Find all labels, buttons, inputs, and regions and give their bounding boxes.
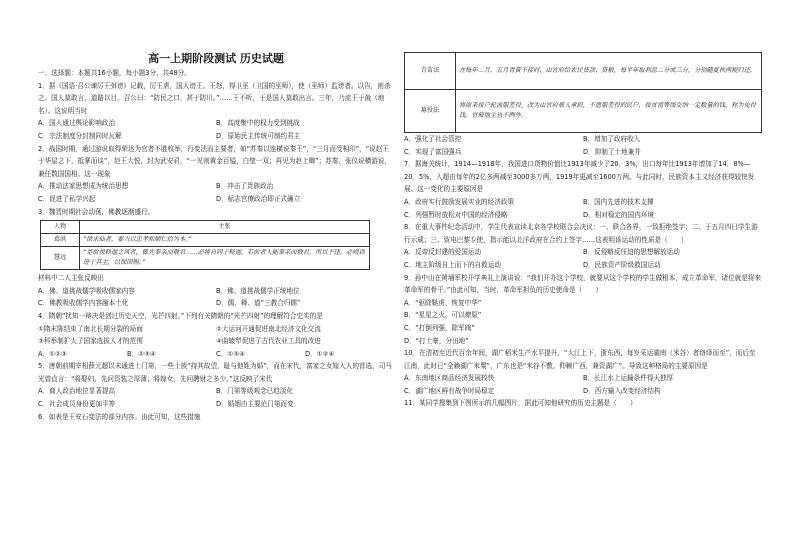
option-a: A．佛、道挑战儒学吸收儒家内容 [38, 286, 135, 295]
question-4-items [38, 323, 394, 348]
question-6-table [404, 52, 762, 133]
option-d: D．民族资产阶级救国运动 [583, 260, 661, 269]
option-c: C．地主阶级自上而下的自救运动 [404, 260, 501, 269]
question-3-caption: 材料中二人主张反映出 [38, 274, 104, 283]
question-5-options [38, 385, 394, 410]
option-c: C．列强暂时放松对中国的经济侵略 [404, 210, 508, 219]
table-cell-policy: 青苗法 [405, 53, 456, 90]
option-b: B．高度集中的权力受到挑战 [216, 119, 300, 128]
option-a: A．“驱除鞑虏，恢复中华” [404, 298, 482, 307]
option-d: D．标志官僚政治即正式确立 [216, 194, 301, 203]
question-7-options [404, 196, 762, 221]
table-row [405, 53, 762, 90]
question-3-table [40, 220, 370, 270]
option-d: D．儒、释、道“三教合归儒” [216, 299, 301, 308]
question-4-options [38, 348, 394, 361]
table-header-person: 人物 [41, 221, 80, 234]
statement-item: ③科举制扩大了国家选拔人才的范围 [38, 337, 143, 346]
option-c: C．①③④ [216, 349, 245, 358]
option-c: C．促进了私学兴起 [38, 194, 96, 203]
left-column [38, 0, 394, 423]
option-a: A．强化了社会管控 [404, 135, 462, 143]
option-c: C．宗法制度分封制同时瓦解 [38, 131, 122, 140]
option-c: C．社会成员身份更加平等 [38, 400, 116, 409]
question-1-options [38, 117, 394, 142]
table-row [41, 234, 370, 247]
option-b: B．反侵略反压迫的思想解放运动 [583, 248, 680, 257]
option-b: B．佛、道挑战儒学正统地位 [216, 286, 300, 295]
option-c: C．实现了富国强兵 [404, 147, 462, 156]
table-header-claim: 主张 [80, 221, 370, 234]
option-b: B．②③④ [127, 349, 156, 358]
question-6-stem: 6．如表是王安石变法的部分内容。由此可知，这些措施 [38, 412, 201, 421]
option-a: A．政府实行鼓励发展实业的经济政策 [404, 197, 515, 206]
table-cell-content: 在每年二月、五月青黄不接时，由官府给农民贷款、贷粮，每半年取利息二分或三分，分别随夏秋两税归还。 [456, 53, 762, 90]
option-d: D．“打土豪，分田地” [404, 336, 469, 345]
option-c: C．“打倒列强，除军阀” [404, 323, 475, 332]
table-row [41, 247, 370, 270]
option-b: B．长江水上运输条件得天独厚 [583, 374, 674, 383]
option-b: B．国内先进的技术支撑 [583, 197, 654, 206]
option-c: C．佛教吸收儒学内容融本土化 [38, 299, 129, 308]
question-2-options [38, 180, 394, 205]
question-6-options [404, 133, 762, 158]
question-11-stem: 11．某同学搜集到下图所示的几幅图片，据此可知他研究的历史主题是（ ） [404, 399, 637, 408]
table-cell-claim: “是故悦释迦之风者，辄先奉亲而敬君……必将自同于释迦，若前者人能奉亲而敬君，所以不违，必则训进于其主，以保国赐。” [80, 247, 370, 270]
option-b: B．增加了政府收入 [583, 135, 641, 143]
question-3-options [38, 285, 394, 310]
option-a: A．推动法家思想成为统治思想 [38, 182, 129, 191]
question-3-stem: 3．魏晋时期社会动荡，佛教逐渐盛行。 [38, 207, 155, 216]
option-a: A．国人通过舆论影响政治 [38, 119, 116, 128]
option-a: A．东南地区商品经济发展较快 [404, 374, 495, 383]
section-header: 一、选择题：本题共16小题，每小题3分，共48分。 [38, 69, 191, 77]
statement-item: ②大运河开通促进南北经济文化交流 [216, 324, 321, 333]
question-4-stem: 4．隋朝“扰知一辩决是创过历史天空，光芒四射。”下列有关隋朝的“光芒四射”的理解符合史实的是 [38, 311, 323, 320]
option-a: A．反帝反封建的爱国运动 [404, 248, 482, 257]
table-cell-policy: 募役法 [405, 90, 456, 133]
option-a: A．①②③ [38, 349, 67, 358]
question-7-stem: 7．据海关统计，1914—1918年，我国进口货物价值比1913年减少了20．3%，出口每年比1913年增加了14．8%—20．5%，入超由每年的2亿多两减至3000多万两，1919年更减至1600万两。与此同时，民族资本主义经济获得较快发展。这一变化的主要原因是 [404, 160, 755, 194]
question-10-stem: 10．在清初至近代百余年间，湖广稻米生产水平提升，“大江上下，浙东西，每岁采运湖南（米谷）者络绎而至”，而后至江南，此时已“全赖湖广米粟”，广东也是“米谷不敷，仰赖广西，兼资湖广”。导致这种格局的主要原因是 [404, 349, 756, 370]
option-b: B．冲击了贵族政治 [216, 182, 274, 191]
option-b: B．“星星之火，可以燎原” [404, 311, 482, 320]
table-cell-person: 葛洪 [41, 234, 80, 247]
question-10-options [404, 372, 762, 397]
option-d: D．西方输入改变经济结构 [583, 386, 661, 395]
statement-item: ①隋末陈结束了南北长期分裂的局面 [38, 324, 143, 333]
table-cell-claim: “欲求仙者，要当以忠孝和顺仁信为本。” [80, 234, 370, 247]
table-cell-person: 慧远 [41, 247, 80, 270]
option-d: D．①②④ [305, 349, 335, 358]
question-5-stem: 5．唐朝前期宰相薛元超以未通进士门第，一些士族“持其故望，耻与他姓为婚”，而在宋代，富家之女嫁入人的首选，司马光曾直言：“将娶妇，先问资装之厚薄；将嫁女，先问聘财之多少。”这反映了宋代 [38, 362, 392, 383]
question-2-stem: 2．战国时期，通过游说取得荣达为官者不胜枚举，行变法而主要者，如“苏秦以连横说秦王”，“三月而受相印”，“说赵王于华屋之下，抵掌而谈”，赵王大悦，封为武安君，“一见则黄金百镒，白璧一双；再见为赵上卿”；苏秦、张仪说横游说，兼任数国国相。这一现象 [38, 144, 392, 178]
question-8-stem: 8．在重大事件纪念活动中，学生代表宣读北京各学校联合会决议：一、联合各界，一致拒绝签字；二、于五月四日学生游行示威；三、致电巴黎专使，指示能以北洋政府在合约上签字……这表明该运动的性质是（ ） [404, 223, 758, 244]
option-d: D．相对稳定的国内环境 [583, 210, 655, 219]
option-a: A．商人政治地位显著提高 [38, 387, 116, 396]
exam-title: 高一上期阶段测试 历史试题 [148, 52, 284, 65]
question-1-stem: 1．据《国语·召公谏厉王弭谤》记载，厉王虐，国人谤王。王怒，得卫巫（卫国的巫师），使（巫师）监谤者。以告，则杀之。国人莫敢言，道路以目。召公曰：“防民之口，甚于防川。”……王不听，于是国人莫敢出言。三年，乃流王于彘（地名）。这说明当时 [38, 81, 391, 115]
question-8-options [404, 246, 762, 271]
option-c: C．湖广地区鲜有战争时局稳定 [404, 386, 495, 395]
option-d: D．婚姻由主要论门第而变 [216, 400, 294, 409]
option-d: D．抑制了土地兼并 [583, 147, 641, 156]
option-b: B．门第等级观念已趋淡化 [216, 387, 294, 396]
option-d: D．原始民主传统可制约君主 [216, 131, 301, 140]
question-9-stem: 9．孙中山在黄埔军校开学典礼上演讲说：“我们开办这个学校，就要从这个学校的学生做根本，成立革命军，诸位就是将来革命军的骨干。”由此可知，当时，革命军担负的历史使命是（ ） [404, 273, 762, 295]
right-column [404, 0, 762, 410]
table-row [405, 90, 762, 133]
statement-item: ④曲辕犁促进了古代农业工具的改进 [216, 337, 321, 346]
table-cell-content: 将原来按户轮流服差役，改为由官府雇人承担，不愿服差役的民户，按贫富等级交纳一定数量的钱，称为免役钱。官僚地主也不例外。 [456, 90, 762, 133]
